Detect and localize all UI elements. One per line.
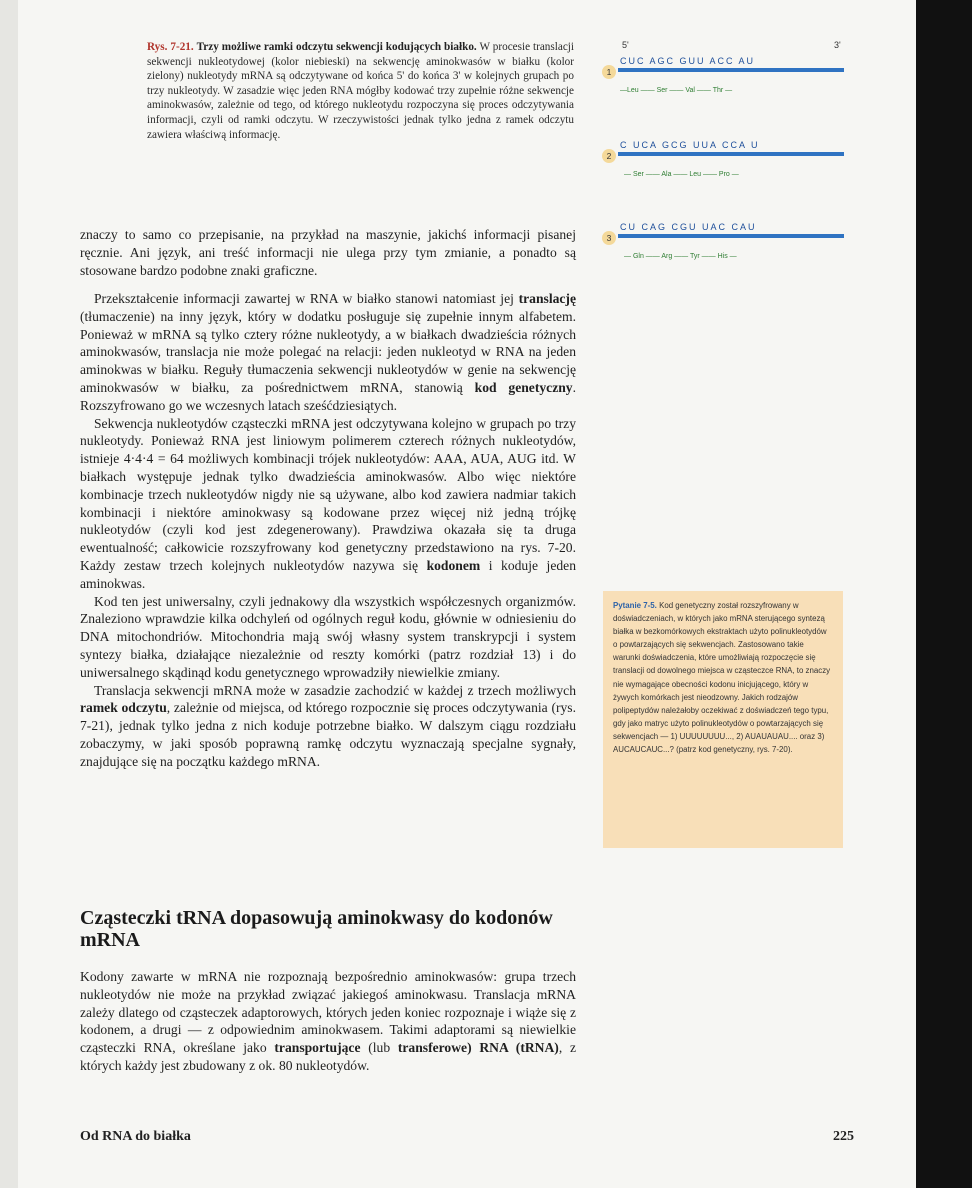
- frame-3-number: 3: [602, 231, 616, 245]
- term-codon: kodonem: [426, 557, 481, 573]
- frame-2-codons: C UCA GCG UUA CCA U: [620, 140, 760, 150]
- body-text-main: [80, 290, 576, 771]
- paragraph-trna: Kodony zawarte w mRNA nie rozpoznają bezpośrednio aminokwasów: grupa trzech nukleotydów nie może na przykład związać jakiegoś aminokwasu. Translacja mRNA zależy dlatego od cząsteczek adaptorowych, których jeden koniec rozpoznaje i wiąże się z kodonem, a drugi — z odpowiednim aminokwasem. Takimi adaptorami są niewielkie cząsteczki RNA, określane jako transportujące (lub transferowe) RNA (tRNA), z których każdy jest zbudowany z ok. 80 nukleotydów.: [80, 969, 577, 1073]
- caption-title: Trzy możliwe ramki odczytu sekwencji kodujących białko.: [196, 41, 477, 53]
- paragraph-universal-code: Kod ten jest uniwersalny, czyli jednakowy dla wszystkich współczesnych organizmów. Znaleziono wprawdzie kilka odchyleń od ogólnych reguł kodu, głównie w odniesieniu do DNA mitochondriów. Mitochondria mają swój własny system transkrypcji i system syntezy białka, działające niezależnie od reszty komórki (patrz rozdział 13) i do uniwersalnego skądinąd kodu genetycznego wprowadziły niewielkie zmiany.: [80, 593, 576, 680]
- section-heading: Cząsteczki tRNA dopasowują aminokwasy do kodonów mRNA: [80, 907, 553, 951]
- frame-2-aminoacids: — Ser —— Ala —— Leu —— Pro —: [624, 171, 739, 178]
- frame-3-rna-strand: [618, 234, 844, 238]
- frame-1-codons: CUC AGC GUU ACC AU: [620, 56, 756, 66]
- frame-2-rna-strand: [618, 152, 844, 156]
- caption-text: W procesie translacji sekwencji nukleotydowej (kolor niebieski) na sekwencję aminokwasów w białku (kolor zielony) nukleotydy mRNA są odczytywane od końca 5' do końca 3' w kolejnych grupach po trzy nukleotydy. W zasadzie więc jeden RNA mógłby kodować trzy zupełnie różne sekwencje aminokwasów, zależnie od tego, od którego nukleotydu rozpoczyna się proces odczytywania informacji, czyli od ramki odczytu. W rzeczywistości jednak tylko jedna z ramek odczytu zawiera właściwą informację.: [147, 41, 574, 141]
- reading-frames-figure: [602, 40, 846, 270]
- frame-3-aminoacids: — Gln —— Arg —— Tyr —— His —: [624, 253, 737, 260]
- three-prime-label: 3': [834, 40, 841, 50]
- running-footer-section: Od RNA do białka: [80, 1129, 191, 1144]
- paragraph-codons: Sekwencja nukleotydów cząsteczki mRNA jest odczytywana kolejno w grupach po trzy nukleotydy. Ponieważ RNA jest liniowym polimerem czterech różnych nukleotydów, istnieje 4·4·4 = 64 możliwych kombinacji trójek nukleotydów: AAA, AUA, AUG itd. W białkach występuje jednak tylko dwadzieścia aminokwasów. Albo więc niektóre kombinacje trzech nukleotydów nigdy nie są używane, albo kod zawiera nadmiar takich kombinacji i niektóre aminokwasy są kodowane przez więcej niż jedną trójkę nukleotydów (czyli kod jest zdegenerowany). Prawdziwa okazała się ta druga ewentualność; całkowicie rozszyfrowany kod genetyczny przedstawiono na rys. 7-20. Każdy zestaw trzech kolejnych nukleotydów nazywa się kodonem i koduje jeden aminokwas.: [80, 415, 576, 591]
- question-box: [603, 591, 843, 848]
- frame-3-codons: CU CAG CGU UAC CAU: [620, 222, 757, 232]
- question-text: Kod genetyczny został rozszyfrowany w doświadczeniach, w których jako mRNA sterującego syntezą białka w bezkomórkowych ekstraktach użyto polinukleotydów o powtarzających się sekwencjach. Zastosowano takie warunki doświadczenia, które umożliwiają rozpoczęcie się translacji od dowolnego miejsca w cząsteczce RNA, to znaczy nie wymagające obecności kodonu inicjującego, który w żywych komórkach jest nieodzowny. Jakich rodzajów polipeptydów należałoby oczekiwać z doświadczeń tego typu, gdy jako matryc użyto polinukleotydów o powtarzających się sekwencjach — 1) UUUUUUUU..., 2) AUAUAUAU.... oraz 3) AUCAUCAUC...? (patrz kod genetyczny, rys. 7-20).: [613, 601, 831, 755]
- term-transfer-rna: transferowe) RNA (tRNA): [397, 1040, 559, 1056]
- figure-caption: [147, 40, 574, 142]
- paragraph-reading-frames: Translacja sekwencji mRNA może w zasadzie zachodzić w każdej z trzech możliwych ramek odczytu, zależnie od miejsca, od którego rozpocznie się proces odczytywania (rys. 7-21), jednak tylko jedna z nich koduje potrzebne białko. W dalszym ciągu rozdziału zobaczymy, w jaki sposób poprawną ramkę odczytu wyznaczają specjalne sygnały, znajdujące się na początku każdego mRNA.: [80, 682, 576, 769]
- five-prime-label: 5': [622, 40, 629, 50]
- frame-2-number: 2: [602, 149, 616, 163]
- term-reading-frames: ramek odczytu: [80, 700, 167, 716]
- caption-label: Rys. 7-21.: [147, 41, 194, 53]
- term-genetic-code: kod genetyczny: [474, 379, 573, 395]
- frame-1-aminoacids: —Leu —— Ser —— Val —— Thr —: [620, 87, 733, 94]
- question-label: Pytanie 7-5.: [613, 601, 657, 610]
- body-text-top: [80, 226, 576, 279]
- book-spine-shadow: [916, 0, 972, 1188]
- term-translation: translację: [518, 291, 576, 306]
- page-number: 225: [833, 1129, 854, 1144]
- term-transport: transportujące: [274, 1040, 361, 1056]
- body-text-bottom: [80, 968, 576, 1075]
- paragraph-translation: Przekształcenie informacji zawartej w RNA w białko stanowi natomiast jej translację (tłumaczenie) na inny język, który w dodatku posługuje się zupełnie innym alfabetem. Ponieważ w mRNA są tylko cztery różne nukleotydy, a w białkach dwadzieścia różnych aminokwasów, translacja nie może polegać na relacji: jeden nukleotyd w RNA na jeden aminokwas w białku. Reguły tłumaczenia sekwencji nukleotydów w genie na sekwencję aminokwasów w białku, za pośrednictwem mRNA, stanowią kod genetyczny. Rozszyfrowano go we wczesnych latach sześćdziesiątych.: [80, 291, 576, 413]
- frame-1-rna-strand: [618, 68, 844, 72]
- paragraph: znaczy to samo co przepisanie, na przykład na maszynie, jakichś informacji pisanej ręcznie. Ani język, ani treść informacji nie ulega przy tym zmianie, a ponadto są stosowane bardzo podobne znaki graficzne.: [80, 227, 576, 278]
- frame-1-number: 1: [602, 65, 616, 79]
